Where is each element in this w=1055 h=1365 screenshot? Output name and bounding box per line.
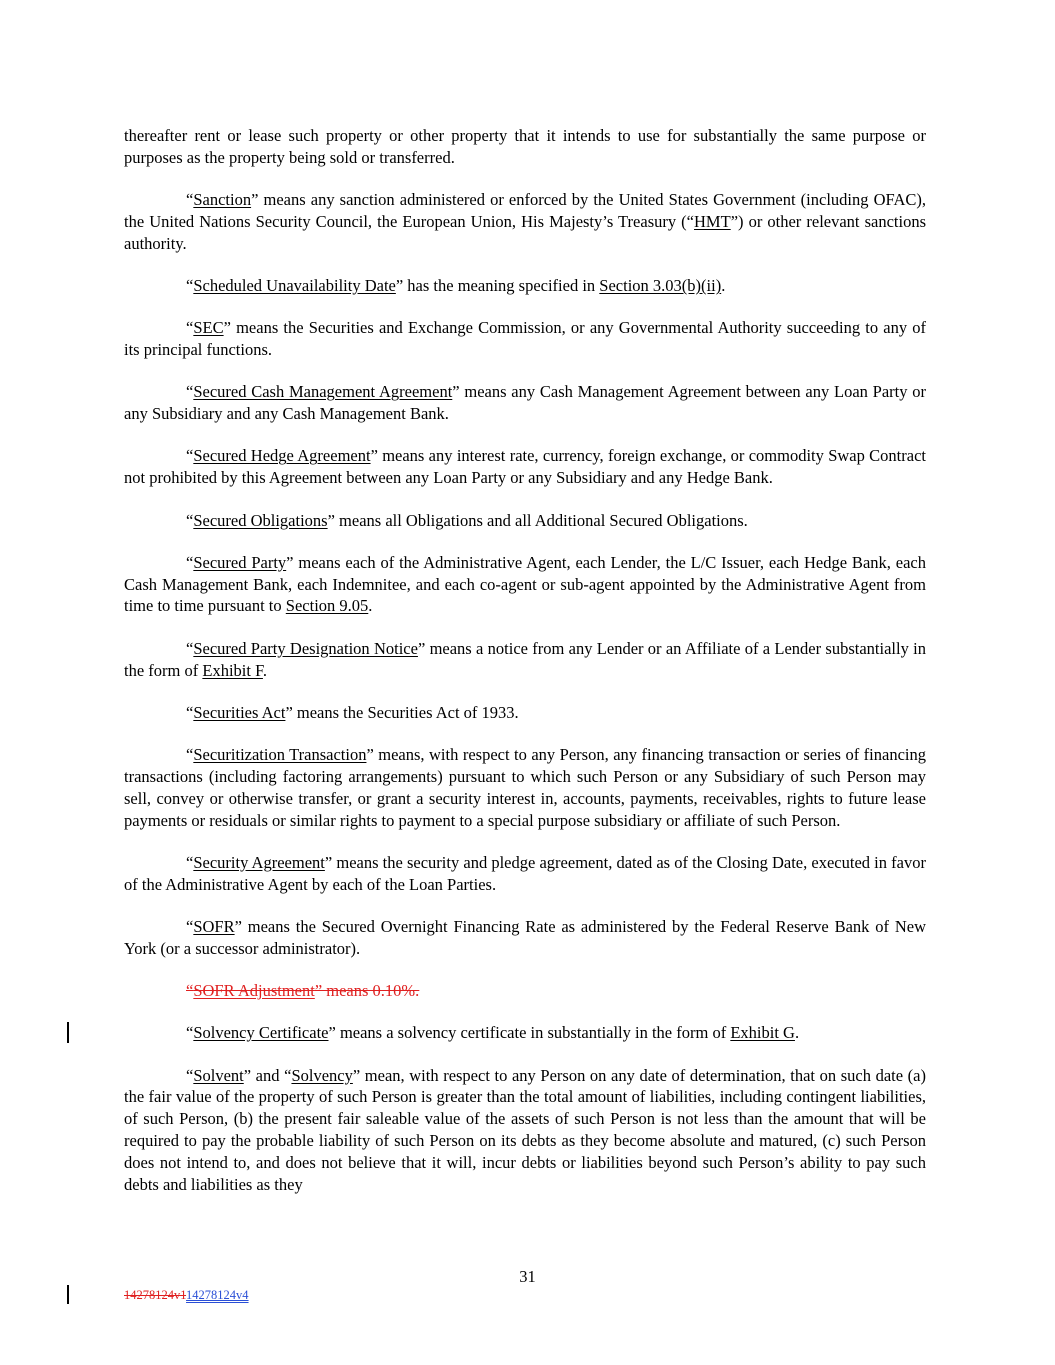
definition-secured-party-designation-notice: “Secured Party Designation Notice” means a notice from any Lender or an Affiliate of a Lender substantially in the form of Exhibit F. [124,638,926,680]
defined-term: Secured Cash Management Agreement [193,382,453,402]
definition-sofr: “SOFR” means the Secured Overnight Financing Rate as administered by the Federal Reserve Bank of New York (or a successor administrator). [124,916,926,958]
document-id-footer [124,1288,249,1303]
definition-solvent: “Solvent” and “Solvency” mean, with respect to any Person on any date of determination, that on such date (a) the fair value of the property of such Person is greater than the total amount of liabilities, including contingent liabilities, of such Person, (b) the present fair saleable value of the assets of such Person is not less than the amount that will be required to pay the probable liability of such Person on its debts as they become absolute and matured, (c) such Person does not intend to, and does not believe that it will, incur debts or liabilities beyond such Person’s ability to pay such debts and liabilities as they [124,1065,926,1194]
definition-scheduled-unavailability-date: “Scheduled Unavailability Date” has the meaning specified in Section 3.03(b)(ii). [186,275,726,295]
section-reference: Section 9.05 [285,596,369,616]
defined-term: Securitization Transaction [193,745,367,765]
inserted-doc-id: 14278124v4 [186,1288,249,1302]
defined-term: Secured Party [193,552,287,572]
defined-term: SOFR [193,916,235,936]
page-number: 31 [519,1267,536,1286]
definition-securities-act: “Securities Act” means the Securities Act of 1933. [186,702,519,722]
section-reference: Section 3.03(b)(ii) [599,275,722,295]
defined-term: Secured Obligations [193,510,328,530]
defined-term: Secured Party Designation Notice [193,638,418,658]
definition-sanction: “Sanction” means any sanction administered or enforced by the United States Government (including OFAC), the United Nations Security Council, the European Union, His Majesty’s Treasury (“HMT”) or other relevant sanctions authority. [124,190,926,253]
definition-security-agreement: “Security Agreement” means the security and pledge agreement, dated as of the Closing Date, executed in favor of the Administrative Agent by each of the Loan Parties. [124,852,926,894]
change-bar [67,1022,69,1043]
defined-term: Secured Hedge Agreement [193,446,371,466]
paragraph-continuation: thereafter rent or lease such property or other property that it intends to use for substantially the same purpose or purposes as the property being sold or transferred. [124,126,926,167]
change-bar [67,1285,69,1304]
defined-term: SOFR Adjustment [193,981,315,1001]
definition-secured-obligations: “Secured Obligations” means all Obligations and all Additional Secured Obligations. [186,510,748,530]
defined-term: SEC [193,318,224,338]
exhibit-reference: Exhibit G [730,1023,795,1043]
defined-term: Solvency Certificate [193,1023,329,1043]
definition-sec: “SEC” means the Securities and Exchange Commission, or any Governmental Authority succeeding to any of its principal functions. [124,318,926,360]
defined-term-hmt: HMT [694,211,731,231]
defined-term: Security Agreement [193,852,325,872]
defined-term-solvency: Solvency [291,1065,353,1085]
defined-term: Solvent [193,1065,244,1085]
definition-securitization-transaction: “Securitization Transaction” means, with respect to any Person, any financing transaction or series of financing transactions (including factoring arrangements) pursuant to which such Person or any Subsidiary of such Person may sell, convey or otherwise transfer, or grant a security interest in, accounts, payments, receivables, rights to future lease payments or residuals or similar rights to payment to a special purpose subsidiary or affiliate of such Person. [124,745,926,830]
document-body [124,125,926,1216]
definition-secured-party: “Secured Party” means each of the Administrative Agent, each Lender, the L/C Issuer, each Hedge Bank, each Cash Management Bank, each Indemnitee, and each co-agent or sub-agent appointed by the Administrative Agent from time to time pursuant to Section 9.05. [124,552,926,616]
defined-term: Securities Act [193,702,286,722]
defined-term: Sanction [193,190,252,210]
deleted-doc-id: 14278124v1 [124,1288,187,1302]
definition-secured-hedge-agreement: “Secured Hedge Agreement” means any interest rate, currency, foreign exchange, or commodity Swap Contract not prohibited by this Agreement between any Loan Party or any Subsidiary and any Hedge Bank. [124,446,926,488]
deleted-definition-sofr-adjustment: “SOFR Adjustment” means 0.10%. [186,981,420,1001]
exhibit-reference: Exhibit F [202,660,263,680]
definition-solvency-certificate: “Solvency Certificate” means a solvency certificate in substantially in the form of Exhibit G. [186,1023,800,1043]
defined-term: Scheduled Unavailability Date [193,275,396,295]
definition-secured-cash-management-agreement: “Secured Cash Management Agreement” means any Cash Management Agreement between any Loan Party or any Subsidiary and any Cash Management Bank. [124,382,926,424]
